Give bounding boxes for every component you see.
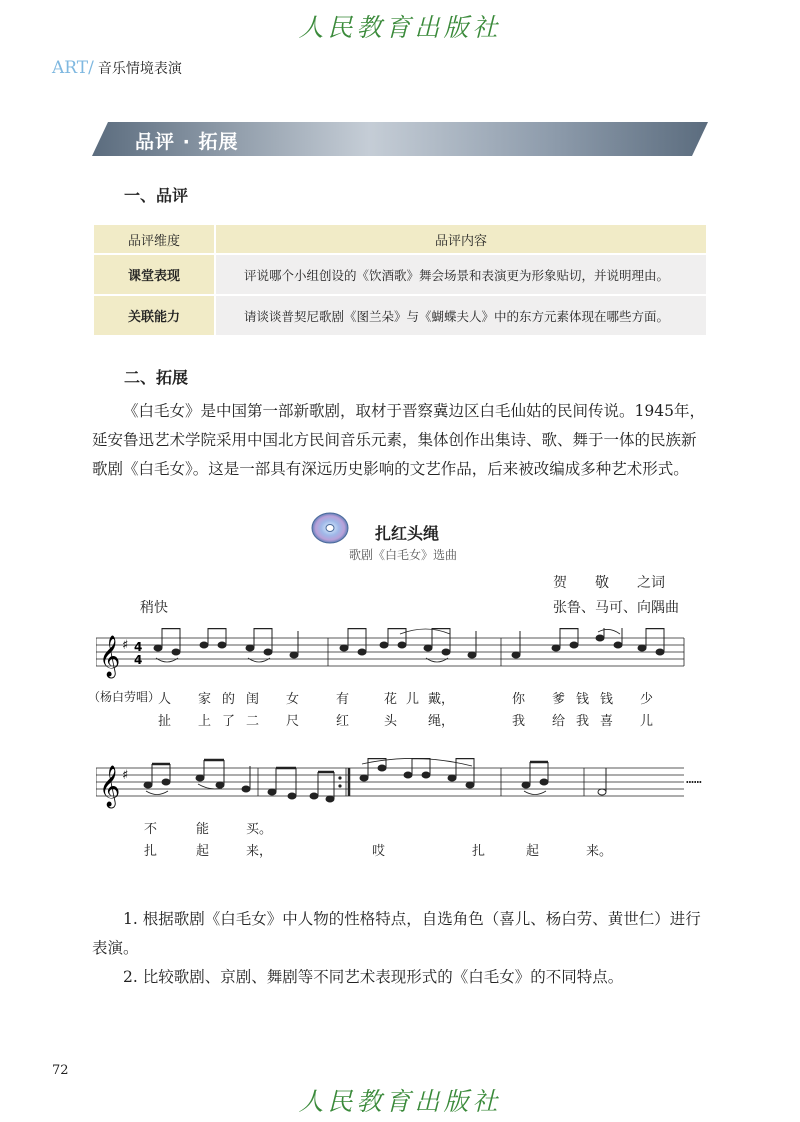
staff-ellipsis: ……	[686, 772, 702, 787]
lyricist-credit: 贺 敬 之词	[553, 575, 665, 591]
task-item: 1. 根据歌剧《白毛女》中人物的性格特点，自选角色（喜儿、杨白劳、黄世仁）进行表演。	[92, 910, 701, 957]
task-item: 2. 比较歌剧、京剧、舞剧等不同艺术表现形式的《白毛女》的不同特点。	[123, 968, 624, 986]
lyric-syllable: 了	[222, 714, 236, 729]
lyric-syllable: 扎	[144, 844, 158, 859]
cd-icon	[310, 510, 350, 546]
music-staff-line1	[96, 628, 686, 688]
lyric-syllable: 来。	[586, 844, 613, 859]
art-label: ART/	[52, 58, 94, 78]
lyric-syllable: 我	[576, 714, 590, 729]
lyric-syllable: 来，	[246, 844, 273, 859]
lyric-syllable: 家	[198, 692, 212, 707]
lyric-syllable: 人	[158, 692, 172, 707]
lyric-syllable: 花	[384, 692, 398, 707]
table-header-content: 品评内容	[216, 225, 706, 253]
running-header	[52, 58, 182, 78]
lyric-syllable: 红	[336, 714, 350, 729]
lyric-syllable: 不	[144, 822, 158, 837]
table-row	[94, 296, 706, 335]
heading-evaluation: 一、品评	[124, 186, 189, 205]
lyric-syllable: 爹	[552, 692, 566, 707]
lyric-syllable: 钱	[600, 692, 614, 707]
intro-paragraph: 《白毛女》是中国第一部新歌剧，取材于晋察冀边区白毛仙姑的民间传说。1945年，延安鲁迅艺术学院采用中国北方民间音乐元素，集体创作出集诗、歌、舞于一体的民族新歌剧《白毛女》。这是一部具有深远历史影响的文艺作品，后来被改编成多种艺术形式。	[92, 402, 705, 478]
publisher-logo-bottom: 人民教育出版社	[298, 1087, 502, 1116]
lyric-syllable: 绳，	[428, 714, 455, 729]
heading-extension: 二、拓展	[124, 368, 189, 387]
lyric-syllable: 尺	[286, 714, 300, 729]
lyric-syllable: 能	[196, 822, 210, 837]
lyric-syllable: 起	[526, 844, 540, 859]
lyric-syllable: 闺	[246, 692, 260, 707]
banner-title: 品评 · 拓展	[135, 131, 239, 153]
singer-label: （杨白劳唱）	[88, 690, 161, 704]
page-number: 72	[52, 1063, 69, 1078]
music-staff-line2	[96, 758, 692, 818]
section-title: 音乐情境表演	[97, 61, 182, 77]
svg-text:𝄞: 𝄞	[99, 766, 121, 807]
table-cell-dimension: 课堂表现	[94, 255, 216, 294]
lyric-syllable: 儿	[640, 714, 654, 729]
svg-text:♯: ♯	[122, 768, 129, 783]
evaluation-table	[94, 223, 706, 337]
svg-text:4: 4	[134, 640, 143, 654]
svg-text:𝄞: 𝄞	[99, 636, 121, 677]
table-cell-dimension: 关联能力	[94, 296, 216, 335]
svg-text:4: 4	[134, 653, 143, 667]
lyric-syllable: 扯	[158, 714, 172, 729]
table-cell-content: 请谈谈普契尼歌剧《图兰朵》与《蝴蝶夫人》中的东方元素体现在哪些方面。	[216, 296, 706, 335]
lyric-syllable: 女	[286, 692, 300, 707]
lyric-syllable: 你	[512, 692, 526, 707]
lyric-syllable: 喜	[600, 714, 614, 729]
lyric-syllable: 上	[198, 714, 212, 729]
lyric-syllable: 戴，	[428, 692, 455, 707]
table-cell-content: 评说哪个小组创设的《饮酒歌》舞会场景和表演更为形象贴切，并说明理由。	[216, 255, 706, 294]
lyric-syllable: 二	[246, 714, 260, 729]
song-subtitle: 歌剧《白毛女》选曲	[349, 548, 458, 562]
lyric-syllable: 的	[222, 692, 236, 707]
lyric-syllable: 少	[640, 692, 654, 707]
lyric-syllable: 有	[336, 692, 350, 707]
lyric-syllable: 哎	[372, 844, 386, 859]
lyric-syllable: 起	[196, 844, 210, 859]
lyric-syllable: 钱	[576, 692, 590, 707]
svg-text:♯: ♯	[122, 638, 129, 653]
lyric-syllable: 头	[384, 714, 398, 729]
table-header-row	[94, 225, 706, 253]
table-header-dimension: 品评维度	[94, 225, 216, 253]
lyric-syllable: 扎	[472, 844, 486, 859]
song-title: 扎红头绳	[375, 524, 440, 543]
lyric-syllable: 我	[512, 714, 526, 729]
lyric-syllable: 给	[552, 714, 566, 729]
lyric-syllable: 儿	[406, 692, 420, 707]
publisher-logo-top: 人民教育出版社	[298, 13, 502, 42]
lyric-syllable: 买。	[246, 822, 273, 837]
tempo-marking: 稍快	[140, 600, 168, 616]
table-row	[94, 255, 706, 294]
composer-credit: 张鲁、马可、向隅曲	[553, 600, 679, 616]
